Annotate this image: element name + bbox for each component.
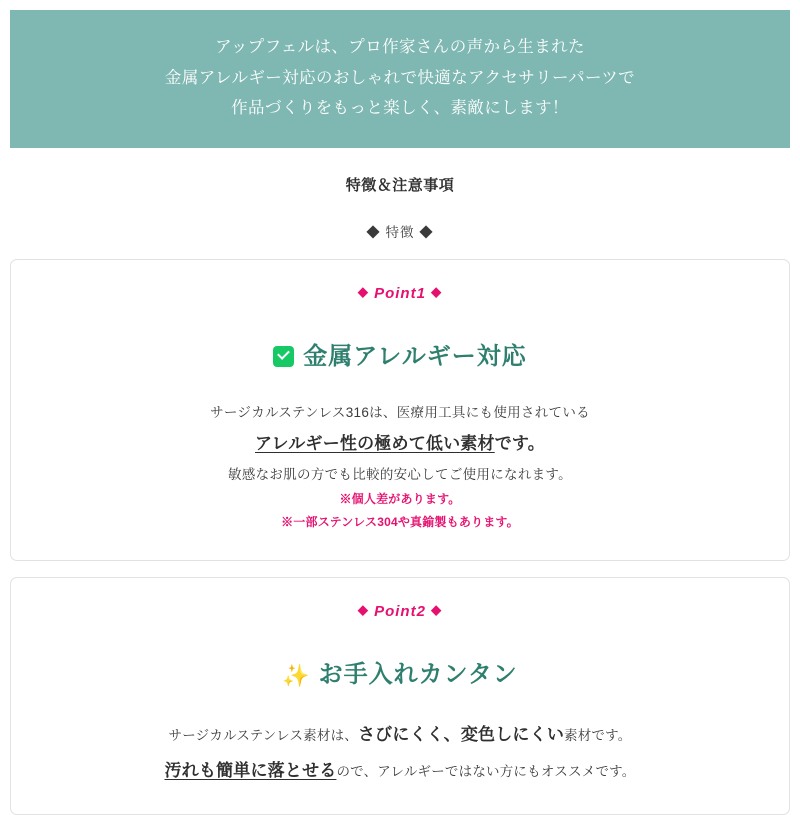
hero-line-3: 作品づくりをもっと楽しく、素敵にします！ [231, 99, 569, 118]
point1-line-2-strong: アレルギー性の極めて低い素材 [255, 433, 495, 453]
point1-line-2 [31, 426, 769, 462]
diamond-icon: ◆ [431, 283, 443, 299]
point1-note-2: ※一部ステンレス304や真鍮製もあります。 [281, 515, 519, 530]
diamond-icon: ◆ [431, 601, 443, 617]
point2-headline [31, 654, 769, 689]
sparkles-icon: ✨ [282, 662, 311, 688]
point2-line-2 [31, 753, 769, 789]
section-title: 特徴＆注意事項 [345, 176, 455, 194]
section-subtitle: ◆ 特徴 ◆ [366, 224, 434, 240]
point2-label [31, 602, 769, 620]
point1-headline [31, 336, 769, 371]
point2-line-1-tail: 素材です。 [564, 727, 632, 743]
point1-label [31, 284, 769, 302]
point1-line-3: 敏感なお肌の方でも比較的安心してご使用になれます。 [228, 467, 572, 483]
point2-line-2-tail: ので、アレルギーではない方にもオススメです。 [336, 763, 636, 779]
hero-line-2: 金属アレルギー対応のおしゃれで快適なアクセサリーパーツで [164, 68, 636, 87]
point1-line-2-tail: です。 [494, 433, 545, 453]
point2-line-1-head: サージカルステンレス素材は、 [168, 727, 358, 743]
point2-label-text: Point2 [374, 602, 426, 620]
point2-line-1 [31, 717, 769, 753]
point2-body [31, 717, 769, 788]
point2-card [10, 577, 790, 815]
diamond-icon: ◆ [357, 601, 369, 617]
point1-line-1: サージカルステンレス316は、医療用工具にも使用されている [210, 404, 590, 420]
point2-line-1-strong: さびにくく、変色しにくい [357, 724, 565, 744]
point1-card [10, 259, 790, 561]
point1-label-text: Point1 [374, 284, 426, 302]
product-feature-page [0, 10, 800, 815]
point1-body [31, 399, 769, 534]
diamond-icon: ◆ [357, 283, 369, 299]
point2-headline-text: お手入れカンタン [318, 660, 518, 688]
point1-note-1: ※個人差があります。 [339, 492, 461, 507]
point1-headline-text: 金属アレルギー対応 [303, 342, 527, 370]
hero-banner [10, 10, 790, 148]
hero-line-1: アップフェルは、プロ作家さんの声から生まれた [215, 38, 585, 56]
point2-line-2-strong: 汚れも簡単に落とせる [164, 760, 337, 780]
green-check-icon [273, 346, 294, 367]
